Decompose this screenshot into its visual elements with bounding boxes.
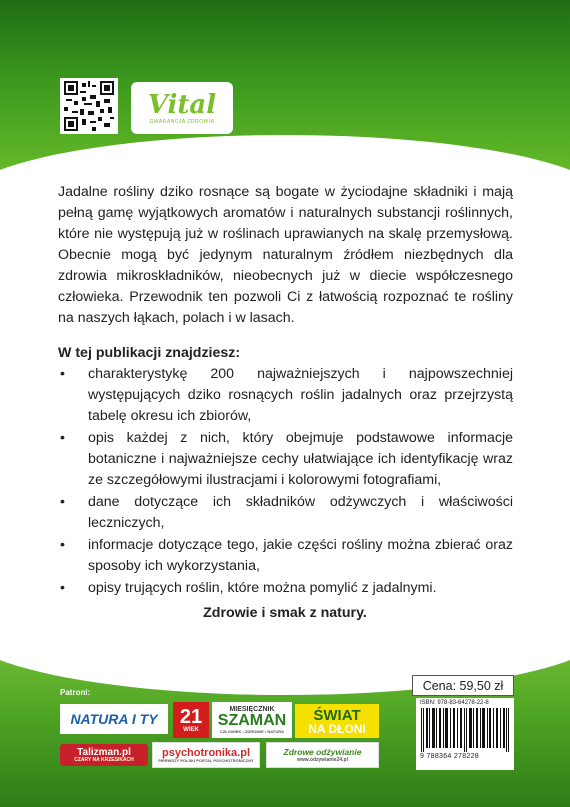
list-item-text: opis każdej z nich, który obejmuje podstawowe informacje botaniczne i najważniejsze cechy ułatwiające ich identyfikację wraz ze szczegółowymi ilustracjami i kolorowymi fotografiami, (88, 430, 513, 488)
patron-natura-text: NATURA I TY (70, 711, 158, 727)
list-item (58, 428, 513, 491)
barcode-number: 9 788364 278228 (420, 753, 479, 760)
list-item (58, 364, 513, 427)
price-label: Cena: 59,50 zł (412, 675, 514, 696)
patron-21-number: 21 (179, 706, 203, 728)
list-item-text: charakterystykę 200 najważniejszych i najpowszechniej występujących dziko rosnących roślin jadalnych oraz przejrzystą tabelę okresu ich zbiorów, (88, 366, 513, 424)
list-item-text: informacje dotyczące tego, jakie części rośliny można zbierać oraz sposoby ich wykorzystania, (88, 537, 513, 574)
bullet-icon: • (60, 494, 65, 510)
intro-paragraph: Jadalne rośliny dziko rosnące są bogate w życiodajne składniki i mają pełną gamę wyjątkowych aromatów i naturalnych substancji roślinnych, które nie występują już w roślinach uprawianych na skalę przemysłową. Obecnie mogą być jedynym naturalnym źródłem niezbędnych dla zdrowia mikroskładników, nieobecnych już w diecie współczesnego człowieka. Przewodnik ten pozwoli Ci z łatwością rozpoznać te rośliny na naszych łąkach, polach i w lasach. (58, 184, 513, 326)
patron-szaman-sub: CZŁOWIEK • ZDROWIE • NATURA (219, 728, 285, 734)
patron-psycho-sub: PIERWSZY POLSKI PORTAL PSYCHOTRONICZNY (158, 757, 254, 763)
patron-zdrowe-text: Zdrowe odżywianie (283, 746, 362, 757)
patron-szaman-top: MIESIĘCZNIK (229, 705, 275, 713)
back-cover-content (58, 182, 513, 600)
list-item (58, 578, 513, 599)
publication-heading: W tej publikacji znajdziesz: (58, 345, 241, 361)
list-item-text: opisy trujących roślin, które można pomylić z jadalnymi. (88, 580, 437, 596)
patron-psychotronika-logo (152, 742, 260, 768)
bullet-icon: • (60, 366, 65, 382)
bullet-icon: • (60, 430, 65, 446)
patron-zdrowe-url: www.odzywianie24.pl (297, 757, 348, 764)
patron-21-word: WIEK (183, 727, 199, 733)
vital-tagline: GWARANCJA ZDROWIA (149, 118, 215, 125)
contents-list (58, 364, 513, 599)
list-item (58, 492, 513, 534)
patron-21-wiek-logo (173, 702, 209, 738)
vital-logo-text: Vital (147, 89, 217, 120)
patron-szaman-main: SZAMAN (217, 712, 287, 730)
bullet-icon: • (60, 537, 65, 553)
slogan: Zdrowie i smak z natury. (203, 605, 367, 621)
patron-talizman-logo (60, 744, 148, 766)
isbn-text: ISBN: 978-83-64278-22-8 (420, 700, 489, 706)
list-item-text: dane dotyczące ich składników odżywczych i właściwości leczniczych, (88, 494, 513, 531)
patron-natura-i-ty-logo (60, 704, 168, 734)
patron-swiat-line1: ŚWIAT (313, 706, 361, 724)
isbn-barcode-box (416, 698, 514, 770)
qr-code (60, 78, 118, 134)
bullet-icon: • (60, 580, 65, 596)
patron-swiat-na-dloni-logo (295, 704, 379, 738)
list-item (58, 535, 513, 577)
patron-swiat-line2: NA DŁONI (308, 721, 366, 736)
patrons-label: Patroni: (60, 688, 91, 697)
patron-talizman-text: Talizman.pl (77, 746, 131, 758)
patron-psycho-text: psychotronika.pl (161, 746, 251, 759)
patron-zdrowe-odzywianie-logo (266, 742, 379, 768)
barcode-icon (420, 708, 510, 752)
patron-talizman-sub: CZARY NA KRZESIKACH (74, 756, 134, 763)
vital-logo (131, 82, 233, 134)
patron-szaman-logo (212, 702, 292, 738)
